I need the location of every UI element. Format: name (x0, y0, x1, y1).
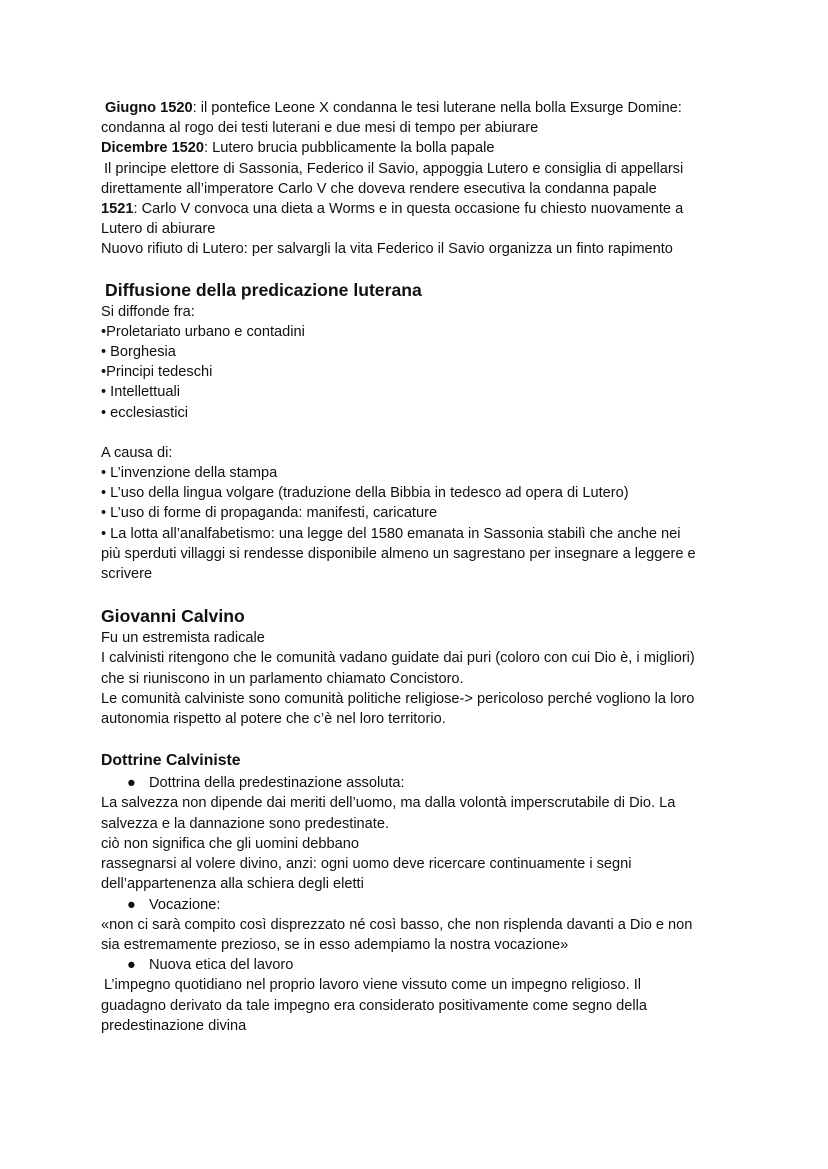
bullet-label: Nuova etica del lavoro (149, 957, 294, 974)
list-item: •Proletariato urbano e contadini (101, 323, 305, 340)
paragraph-line: rassegnarsi al volere divino, anzi: ogni uomo deve ricercare continuamente i segni (101, 856, 632, 873)
bullet-dot-icon: ● (127, 775, 136, 792)
paragraph-line: sia estremamente prezioso, se in esso adempiamo la nostra vocazione» (101, 936, 569, 953)
timeline-line: Il principe elettore di Sassonia, Federico il Savio, appoggia Lutero e consiglia di appellarsi (104, 160, 684, 177)
paragraph-line: «non ci sarà compito così disprezzato né così basso, che non risplenda davanti a Dio e non (101, 916, 693, 933)
document-page (101, 98, 741, 1036)
list-item: • La lotta all’analfabetismo: una legge del 1580 emanata in Sassonia stabilì che anche nei (101, 525, 681, 542)
section-heading-calvino: Giovanni Calvino (101, 606, 245, 627)
timeline-line: condanna al rogo dei testi luterani e due mesi di tempo per abiurare (101, 120, 539, 137)
list-item: • Borghesia (101, 344, 176, 361)
timeline-line: Nuovo rifiuto di Lutero: per salvargli la vita Federico il Savio organizza un finto rapimento (101, 241, 673, 258)
timeline-line: direttamente all’imperatore Carlo V che doveva rendere esecutiva la condanna papale (101, 180, 657, 197)
timeline-text: : Carlo V convoca una dieta a Worms e in questa occasione fu chiesto nuovamente a (133, 201, 684, 218)
timeline-text: : il pontefice Leone X condanna le tesi luterane nella bolla Exsurge Domine: (192, 100, 682, 116)
timeline-line (101, 98, 741, 118)
section-heading-dottrine: Dottrine Calviniste (101, 752, 241, 770)
paragraph-line: guadagno derivato da tale impegno era considerato positivamente come segno della (101, 997, 648, 1014)
paragraph-line: I calvinisti ritengono che le comunità vadano guidate dai puri (coloro con cui Dio è, i migliori) (101, 650, 695, 667)
list-item: • L’uso della lingua volgare (traduzione della Bibbia in tedesco ad opera di Lutero) (101, 485, 629, 502)
list-item-continuation: scrivere (101, 566, 153, 583)
timeline-line (101, 138, 741, 158)
section-heading-diffusione: Diffusione della predicazione luterana (105, 279, 422, 300)
timeline-line: Lutero di abiurare (101, 221, 216, 238)
bullet-label: Vocazione: (149, 896, 221, 913)
bullet-label: Dottrina della predestinazione assoluta: (149, 775, 405, 792)
list-item: • Intellettuali (101, 384, 180, 401)
paragraph-line: autonomia rispetto al potere che c’è nel loro territorio. (101, 711, 446, 728)
paragraph-line: Fu un estremista radicale (101, 630, 265, 647)
list-item-continuation: più sperduti villaggi si rendesse disponibile almeno un sagrestano per insegnare a leggere e (101, 545, 696, 562)
paragraph-line: dell’appartenenza alla schiera degli eletti (101, 876, 364, 893)
timeline-line (101, 199, 741, 219)
bullet-item (101, 895, 741, 915)
paragraph: A causa di: (101, 444, 173, 461)
list-item: • ecclesiastici (101, 404, 189, 421)
date-label: 1521 (101, 201, 134, 218)
date-label: Dicembre 1520 (101, 140, 205, 157)
paragraph-line: che si riuniscono in un parlamento chiamato Concistoro. (101, 670, 464, 687)
bullet-item (101, 955, 741, 975)
paragraph-line: Le comunità calviniste sono comunità politiche religiose-> pericoloso perché vogliono la loro (101, 690, 695, 707)
list-item: •Principi tedeschi (101, 364, 213, 381)
paragraph-line: predestinazione divina (101, 1017, 247, 1034)
paragraph: Si diffonde fra: (101, 303, 195, 320)
date-label: Giugno 1520 (105, 100, 193, 116)
spacer (101, 423, 741, 443)
paragraph-line: L’impegno quotidiano nel proprio lavoro viene vissuto come un impegno religioso. Il (104, 977, 642, 994)
bullet-item (101, 773, 741, 793)
paragraph-line: ciò non significa che gli uomini debbano (101, 835, 359, 852)
list-item: • L’uso di forme di propaganda: manifesti, caricature (101, 505, 438, 522)
paragraph-line: La salvezza non dipende dai meriti dell’uomo, ma dalla volontà imperscrutabile di Dio. La (101, 795, 676, 812)
paragraph-line: salvezza e la dannazione sono predestinate. (101, 815, 390, 832)
timeline-text: : Lutero brucia pubblicamente la bolla papale (204, 140, 495, 157)
bullet-dot-icon: ● (127, 896, 136, 913)
bullet-dot-icon: ● (127, 957, 136, 974)
list-item: • L’invenzione della stampa (101, 465, 278, 482)
